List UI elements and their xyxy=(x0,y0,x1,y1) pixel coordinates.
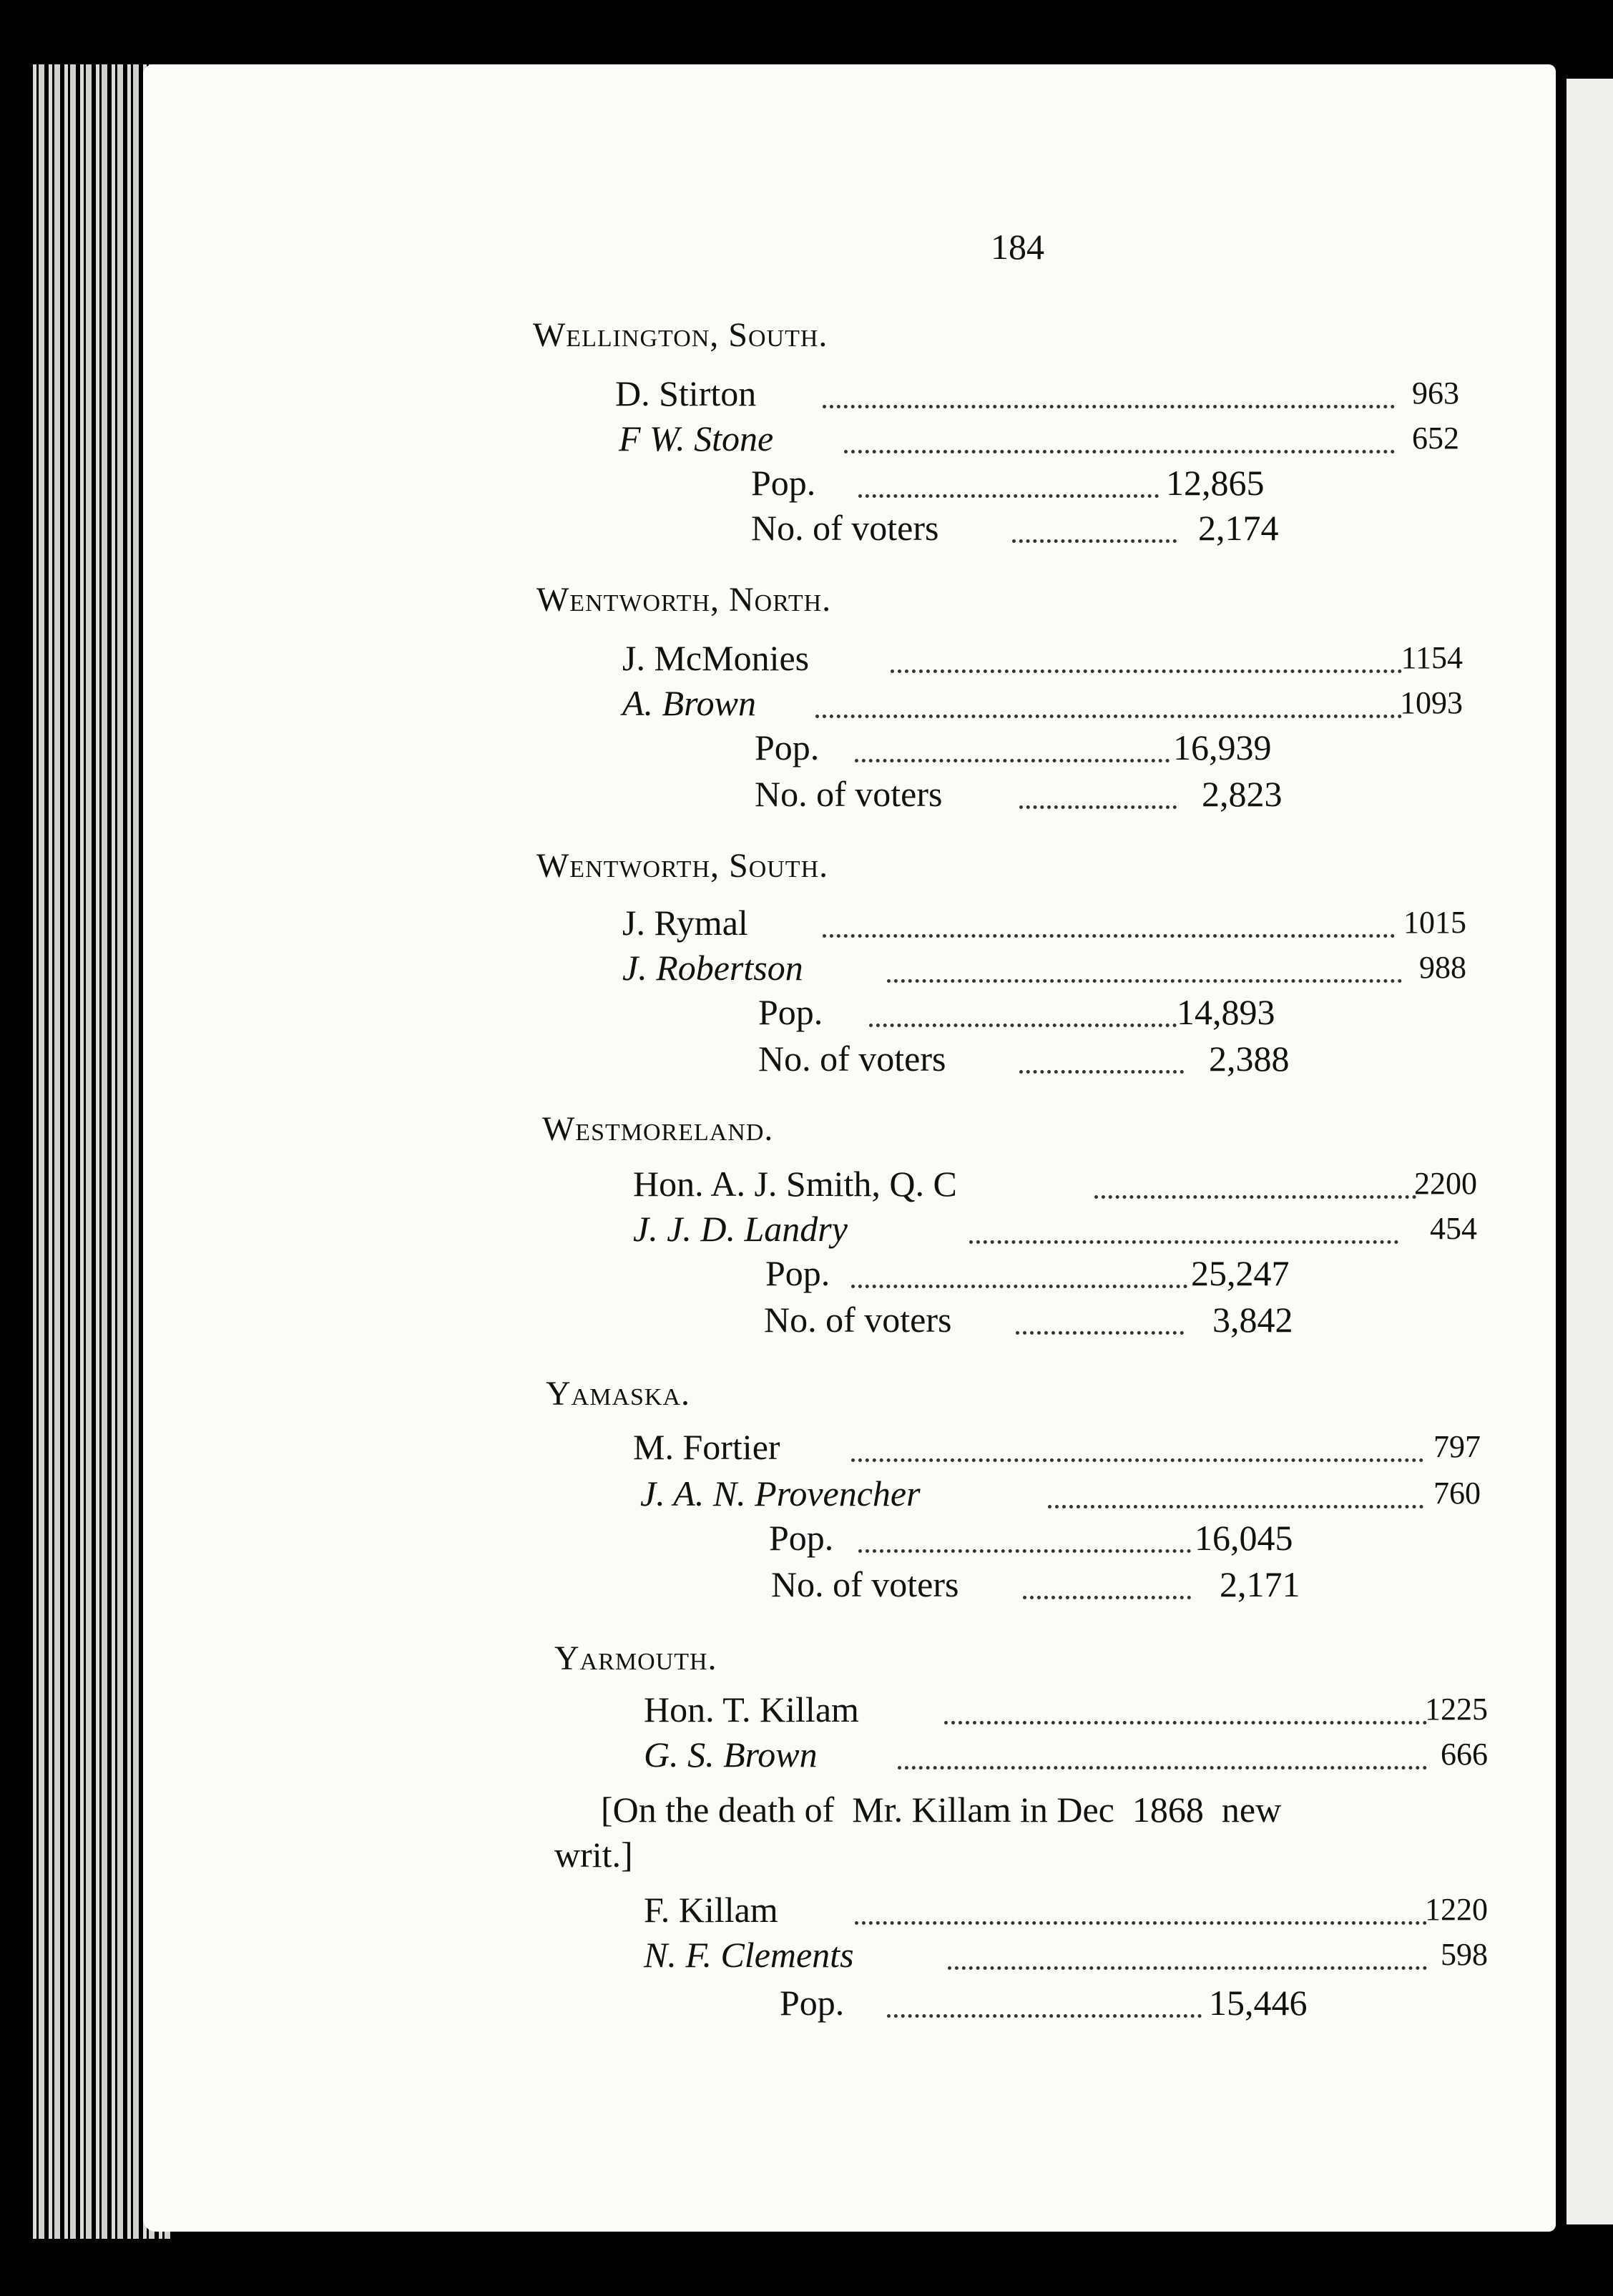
leader-dots xyxy=(1094,1192,1416,1199)
population-label: Pop. xyxy=(780,1983,845,2023)
candidate-name: Hon. T. Killam xyxy=(644,1689,859,1730)
candidate-name: J. Robertson xyxy=(622,948,803,988)
candidate-name: J. McMonies xyxy=(622,638,810,678)
candidate-name: J. J. D. Landry xyxy=(633,1209,848,1249)
population-label: Pop. xyxy=(755,727,820,767)
population-value: 25,247 xyxy=(1191,1253,1290,1293)
leader-dots xyxy=(887,2011,1202,2018)
candidate-votes: 1220 xyxy=(1425,1892,1488,1927)
candidate-name: A. Brown xyxy=(622,683,757,723)
leader-dots xyxy=(944,1718,1427,1725)
candidate-name: J. Rymal xyxy=(622,903,748,943)
population-value: 12,865 xyxy=(1166,463,1265,503)
voters-value: 2,823 xyxy=(1202,774,1283,814)
candidate-name: Hon. A. J. Smith, Q. C xyxy=(633,1164,957,1204)
leader-dots xyxy=(851,1456,1423,1462)
candidate-votes: 2200 xyxy=(1414,1166,1477,1201)
candidate-name: F. Killam xyxy=(644,1890,778,1930)
candidate-name: F W. Stone xyxy=(619,418,774,458)
candidate-votes: 1154 xyxy=(1401,640,1463,675)
candidate-votes: 963 xyxy=(1412,376,1459,411)
candidate-votes: 1015 xyxy=(1403,905,1466,940)
leader-dots xyxy=(948,1963,1427,1970)
section-heading-wentworth-north: Wentworth, North. xyxy=(536,581,832,619)
leader-dots xyxy=(1019,1067,1184,1074)
leader-dots xyxy=(815,712,1402,718)
section-heading-wellington-south: Wellington, South. xyxy=(533,316,828,354)
leader-dots xyxy=(969,1237,1398,1244)
candidate-name: N. F. Clements xyxy=(644,1935,854,1975)
leader-dots xyxy=(1048,1502,1423,1508)
section-heading-yarmouth: Yarmouth. xyxy=(554,1639,717,1677)
population-value: 16,045 xyxy=(1195,1518,1293,1558)
leader-dots xyxy=(858,491,1159,498)
leader-dots xyxy=(858,1546,1191,1553)
section-heading-yamaska: Yamaska. xyxy=(546,1375,691,1413)
candidate-votes: 1225 xyxy=(1425,1692,1488,1727)
candidate-votes: 598 xyxy=(1441,1937,1488,1972)
candidate-votes: 797 xyxy=(1433,1429,1481,1464)
page-number: 184 xyxy=(991,227,1044,267)
voters-value: 3,842 xyxy=(1212,1300,1293,1340)
leader-dots xyxy=(898,1763,1427,1770)
population-label: Pop. xyxy=(765,1253,830,1293)
next-page-edge xyxy=(1559,79,1613,2224)
section-heading-wentworth-south: Wentworth, South. xyxy=(536,847,829,885)
candidate-votes: 454 xyxy=(1430,1211,1477,1246)
candidate-name: J. A. N. Provencher xyxy=(640,1473,921,1514)
candidate-votes: 760 xyxy=(1433,1476,1481,1511)
candidate-votes: 652 xyxy=(1412,421,1459,456)
voters-label: No. of voters xyxy=(764,1300,952,1340)
voters-value: 2,174 xyxy=(1198,508,1279,548)
voters-label: No. of voters xyxy=(771,1564,959,1604)
candidate-votes: 1093 xyxy=(1400,685,1463,720)
population-value: 16,939 xyxy=(1173,727,1272,767)
note-line-1: [On the death of Mr. Killam in Dec 1868 new xyxy=(601,1790,1282,1830)
leader-dots xyxy=(823,931,1395,938)
leader-dots xyxy=(887,976,1402,983)
section-heading-westmoreland: Westmoreland. xyxy=(542,1110,774,1148)
leader-dots xyxy=(1016,1328,1184,1335)
candidate-votes: 988 xyxy=(1419,950,1466,985)
voters-value: 2,388 xyxy=(1209,1039,1290,1079)
leader-dots xyxy=(855,756,1170,762)
population-label: Pop. xyxy=(769,1518,834,1558)
leader-dots xyxy=(1019,803,1177,809)
voters-label: No. of voters xyxy=(751,508,939,548)
candidate-name: D. Stirton xyxy=(615,373,757,413)
leader-dots xyxy=(844,447,1395,453)
leader-dots xyxy=(891,667,1402,673)
population-value: 14,893 xyxy=(1177,992,1275,1032)
note-line-2: writ.] xyxy=(554,1835,633,1875)
leader-dots xyxy=(823,402,1395,408)
leader-dots xyxy=(1012,536,1177,543)
voters-value: 2,171 xyxy=(1220,1564,1300,1604)
population-label: Pop. xyxy=(758,992,823,1032)
leader-dots xyxy=(869,1021,1177,1027)
leader-dots xyxy=(1023,1593,1191,1599)
candidate-name: M. Fortier xyxy=(633,1427,780,1467)
leader-dots xyxy=(851,1282,1187,1288)
voters-label: No. of voters xyxy=(758,1039,946,1079)
population-label: Pop. xyxy=(751,463,816,503)
candidate-votes: 666 xyxy=(1441,1737,1488,1772)
candidate-name: G. S. Brown xyxy=(644,1735,818,1775)
voters-label: No. of voters xyxy=(755,774,943,814)
book-page xyxy=(143,64,1556,2232)
population-value: 15,446 xyxy=(1209,1983,1308,2023)
leader-dots xyxy=(855,1918,1427,1925)
